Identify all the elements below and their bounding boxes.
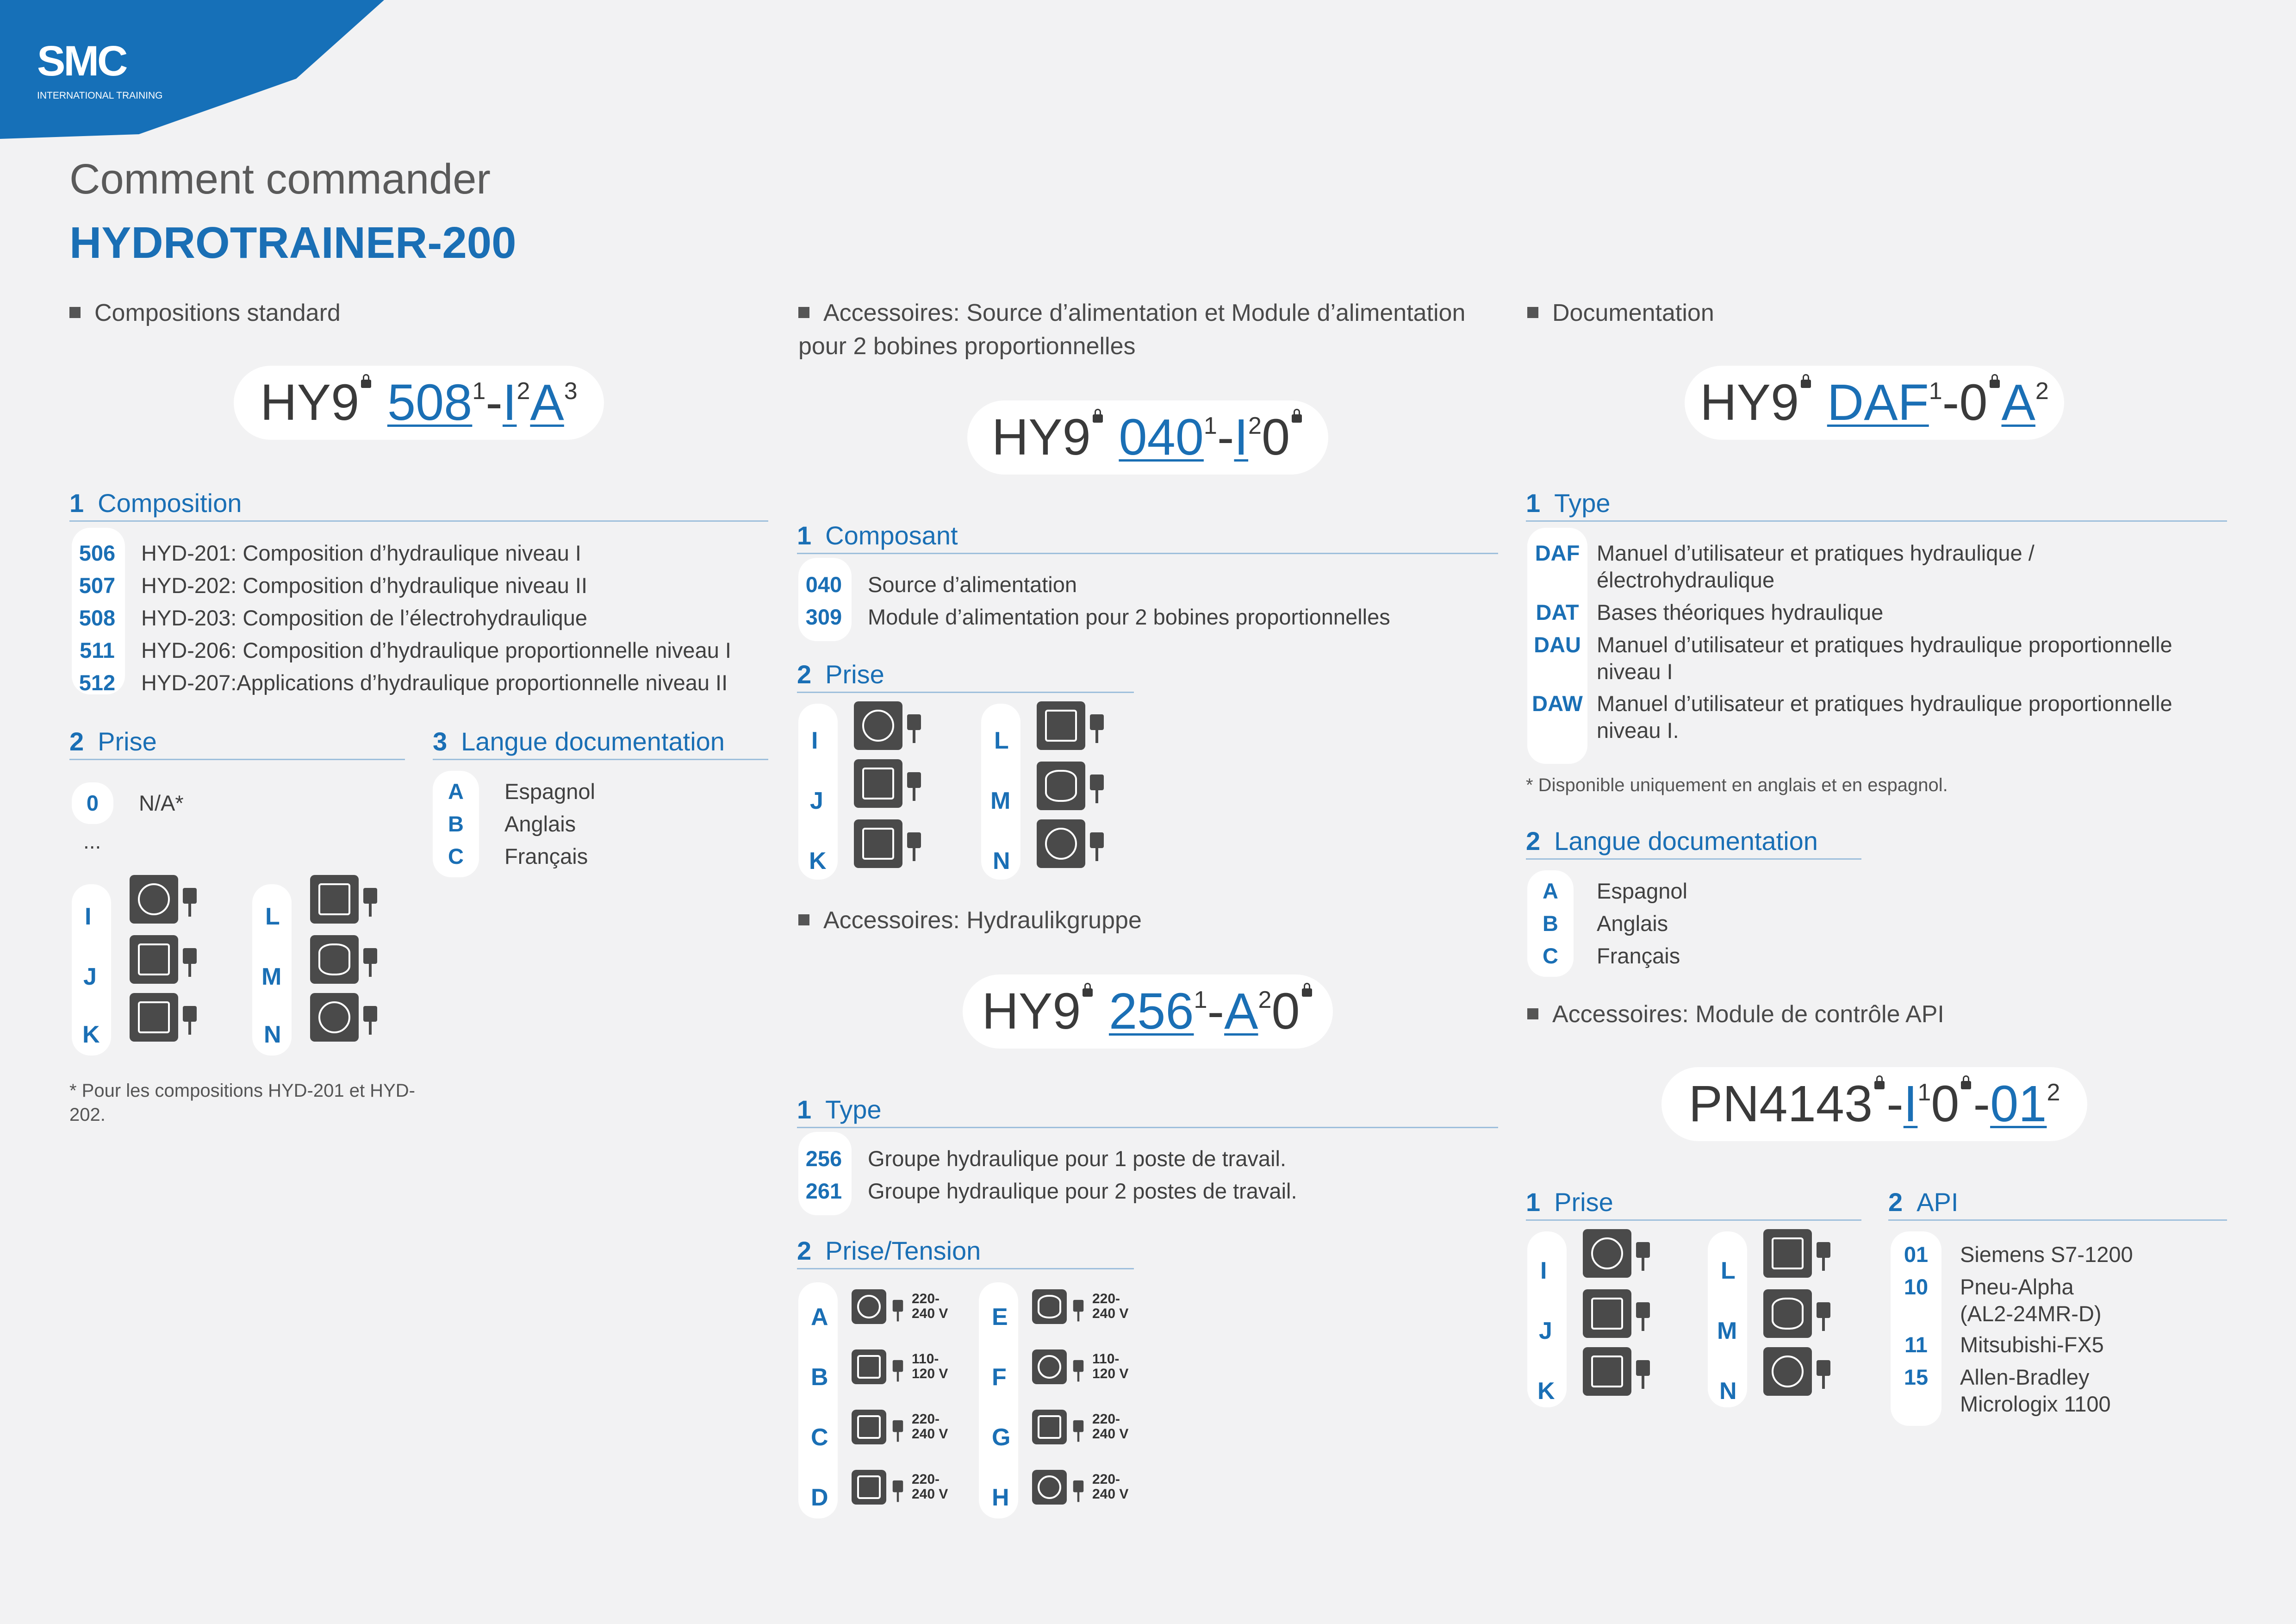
header-prise: 2 Prise bbox=[69, 725, 405, 760]
socket-type-g-icon bbox=[130, 993, 178, 1042]
socket-type-c-icon bbox=[852, 1289, 886, 1324]
socket-type-b-icon bbox=[130, 935, 178, 984]
lock-icon bbox=[361, 380, 371, 388]
plug-icon bbox=[1817, 1352, 1830, 1387]
socket-type-j-icon bbox=[1032, 1289, 1067, 1324]
header-prise-tension: 2 Prise/Tension bbox=[797, 1234, 1134, 1269]
socket-type-g-icon bbox=[1583, 1347, 1631, 1396]
header-composant: 1 Composant bbox=[797, 518, 1498, 554]
socket-type-b-icon bbox=[1583, 1289, 1631, 1338]
plug-icon bbox=[1090, 706, 1104, 741]
plug-icon bbox=[363, 880, 377, 914]
plug-icon bbox=[1073, 1474, 1084, 1500]
lock-icon bbox=[1083, 988, 1093, 997]
page-title: Comment commander bbox=[69, 156, 491, 203]
plug-icon bbox=[893, 1414, 903, 1440]
socket-type-c-icon bbox=[854, 701, 902, 750]
header-langue-doc: 2 Langue documentation bbox=[1526, 824, 1861, 860]
socket-type-b-icon bbox=[854, 759, 902, 808]
socket-type-d-icon bbox=[1037, 819, 1085, 868]
socket-type-g-icon bbox=[852, 1410, 886, 1444]
socket-type-i-icon bbox=[1032, 1410, 1067, 1444]
plug-icon bbox=[1636, 1352, 1650, 1387]
plug-icon bbox=[183, 880, 197, 914]
socket-type-j-icon bbox=[1763, 1289, 1812, 1338]
note-documentation: * Disponible uniquement en anglais et en espagnol. bbox=[1526, 775, 1948, 795]
header-api: 2 API bbox=[1888, 1185, 2227, 1221]
socket-type-h-icon bbox=[852, 1470, 886, 1505]
socket-type-c-icon bbox=[1583, 1229, 1631, 1278]
plug-icon bbox=[183, 998, 197, 1032]
section-documentation: Documentation bbox=[1527, 296, 1714, 330]
note-compositions: * Pour les compositions HYD-201 et HYD-202. bbox=[69, 1081, 415, 1125]
lock-icon bbox=[1990, 380, 2000, 388]
section-hydraulikgruppe: Accessoires: Hydraulikgruppe bbox=[798, 904, 1142, 937]
lock-icon bbox=[1961, 1081, 1971, 1089]
type-list: 256 Groupe hydraulique pour 1 poste de travail. 261 Groupe hydraulique pour 2 postes de travail. bbox=[805, 1146, 1297, 1203]
header-type: 1 Type bbox=[797, 1093, 1498, 1128]
plug-icon bbox=[1090, 824, 1104, 859]
plug-icon bbox=[907, 706, 921, 741]
socket-type-d-icon bbox=[310, 993, 359, 1042]
order-code-alimentation: HY9 $040^1-I^20$ bbox=[967, 400, 1328, 475]
section-module-api: Accessoires: Module de contrôle API bbox=[1527, 998, 1944, 1031]
plug-icon bbox=[183, 940, 197, 974]
section-compositions: Compositions standard bbox=[69, 296, 341, 330]
plug-icon bbox=[1090, 766, 1104, 801]
order-code-api: PN4143 $-I^10$ $-01^2$ bbox=[1661, 1067, 2087, 1141]
header-type-doc: 1 Type bbox=[1526, 486, 2227, 522]
lock-icon bbox=[1874, 1081, 1885, 1089]
section-accessoires-alimentation: Accessoires: Source d’alimentation et Module d’alimentation pour 2 bobines proportionnelles bbox=[798, 300, 1466, 360]
socket-type-h-icon bbox=[310, 875, 359, 924]
lock-icon bbox=[1093, 414, 1103, 423]
plug-icon bbox=[1073, 1354, 1084, 1380]
order-code-documentation: HY9 DAF$^1$-0 $A^2$ bbox=[1685, 366, 2064, 440]
plug-icon bbox=[893, 1474, 903, 1500]
plug-icon bbox=[1636, 1294, 1650, 1329]
lock-icon bbox=[1302, 988, 1312, 997]
socket-type-h-icon bbox=[1763, 1229, 1812, 1278]
header-composition: 1 Composition bbox=[69, 486, 768, 522]
plug-icon bbox=[363, 998, 377, 1032]
plug-icon bbox=[1817, 1234, 1830, 1268]
order-code-compositions: HY9 $508^1-I^2A^3$ bbox=[234, 366, 604, 440]
socket-type-g-icon bbox=[854, 819, 902, 868]
composant-list: 040 Source d’alimentation 309 Module d’alimentation pour 2 bobines proportionnelles bbox=[805, 572, 1390, 629]
header-prise-2: 2 Prise bbox=[797, 657, 1134, 693]
doc-type-list: DAF Manuel d’utilisateur et pratiques hydraulique / électrohydraulique DAT Bases théoriques hydraulique DAU Manuel d’utilisateur et pratiques hydraulique proportionnelle niveau I DAW Manuel d’utilisateur et pratiques hydraulique proportionnelle niveau I. bbox=[1532, 541, 2172, 743]
socket-type-j-icon bbox=[310, 935, 359, 984]
socket-type-c-icon bbox=[130, 875, 178, 924]
langue-list: A Espagnol B Anglais C Français bbox=[448, 779, 595, 868]
socket-type-j-icon bbox=[1037, 762, 1085, 810]
plug-icon bbox=[363, 940, 377, 974]
header-prise-api: 1 Prise bbox=[1526, 1185, 1861, 1221]
header-langue: 3 Langue documentation bbox=[433, 725, 768, 760]
plug-icon bbox=[1636, 1234, 1650, 1268]
logo-subtitle: INTERNATIONAL TRAINING bbox=[37, 90, 163, 101]
socket-type-b-icon bbox=[852, 1349, 886, 1384]
plug-icon bbox=[1817, 1294, 1830, 1329]
plug-icon bbox=[893, 1354, 903, 1380]
langue-list-doc: A Espagnol B Anglais C Français bbox=[1543, 879, 1687, 968]
lock-icon bbox=[1801, 380, 1811, 388]
socket-type-d-icon bbox=[1032, 1470, 1067, 1505]
order-code-hydraulikgruppe: HY9 $256^1-A^20$ bbox=[963, 974, 1333, 1049]
product-title: HYDROTRAINER-200 bbox=[69, 218, 516, 268]
api-list: 01 Siemens S7-1200 10 Pneu-Alpha (AL2-24MR-D) 11 Mitsubishi-FX5 15 Allen-Bradley Micrologix 1100 bbox=[1904, 1242, 2133, 1416]
socket-type-d-icon bbox=[1763, 1347, 1812, 1396]
lock-icon bbox=[1292, 414, 1302, 423]
plug-icon bbox=[907, 764, 921, 799]
plug-icon bbox=[1073, 1414, 1084, 1440]
plug-icon bbox=[1073, 1293, 1084, 1319]
plug-icon bbox=[907, 824, 921, 859]
socket-type-a-icon bbox=[1032, 1349, 1067, 1384]
composition-list: 506 HYD-201: Composition d’hydraulique niveau I 507 HYD-202: Composition d’hydraulique niveau II 508 HYD-203: Composition de l’électrohydraulique 511 HYD-206: Composition d’hydraulique proportionnelle niveau I 512 HYD-207:Applications d’hydraulique proportionnelle niveau II bbox=[79, 541, 731, 695]
smc-logo: SMC bbox=[37, 37, 126, 85]
plug-icon bbox=[893, 1293, 903, 1319]
socket-type-h-icon bbox=[1037, 701, 1085, 750]
